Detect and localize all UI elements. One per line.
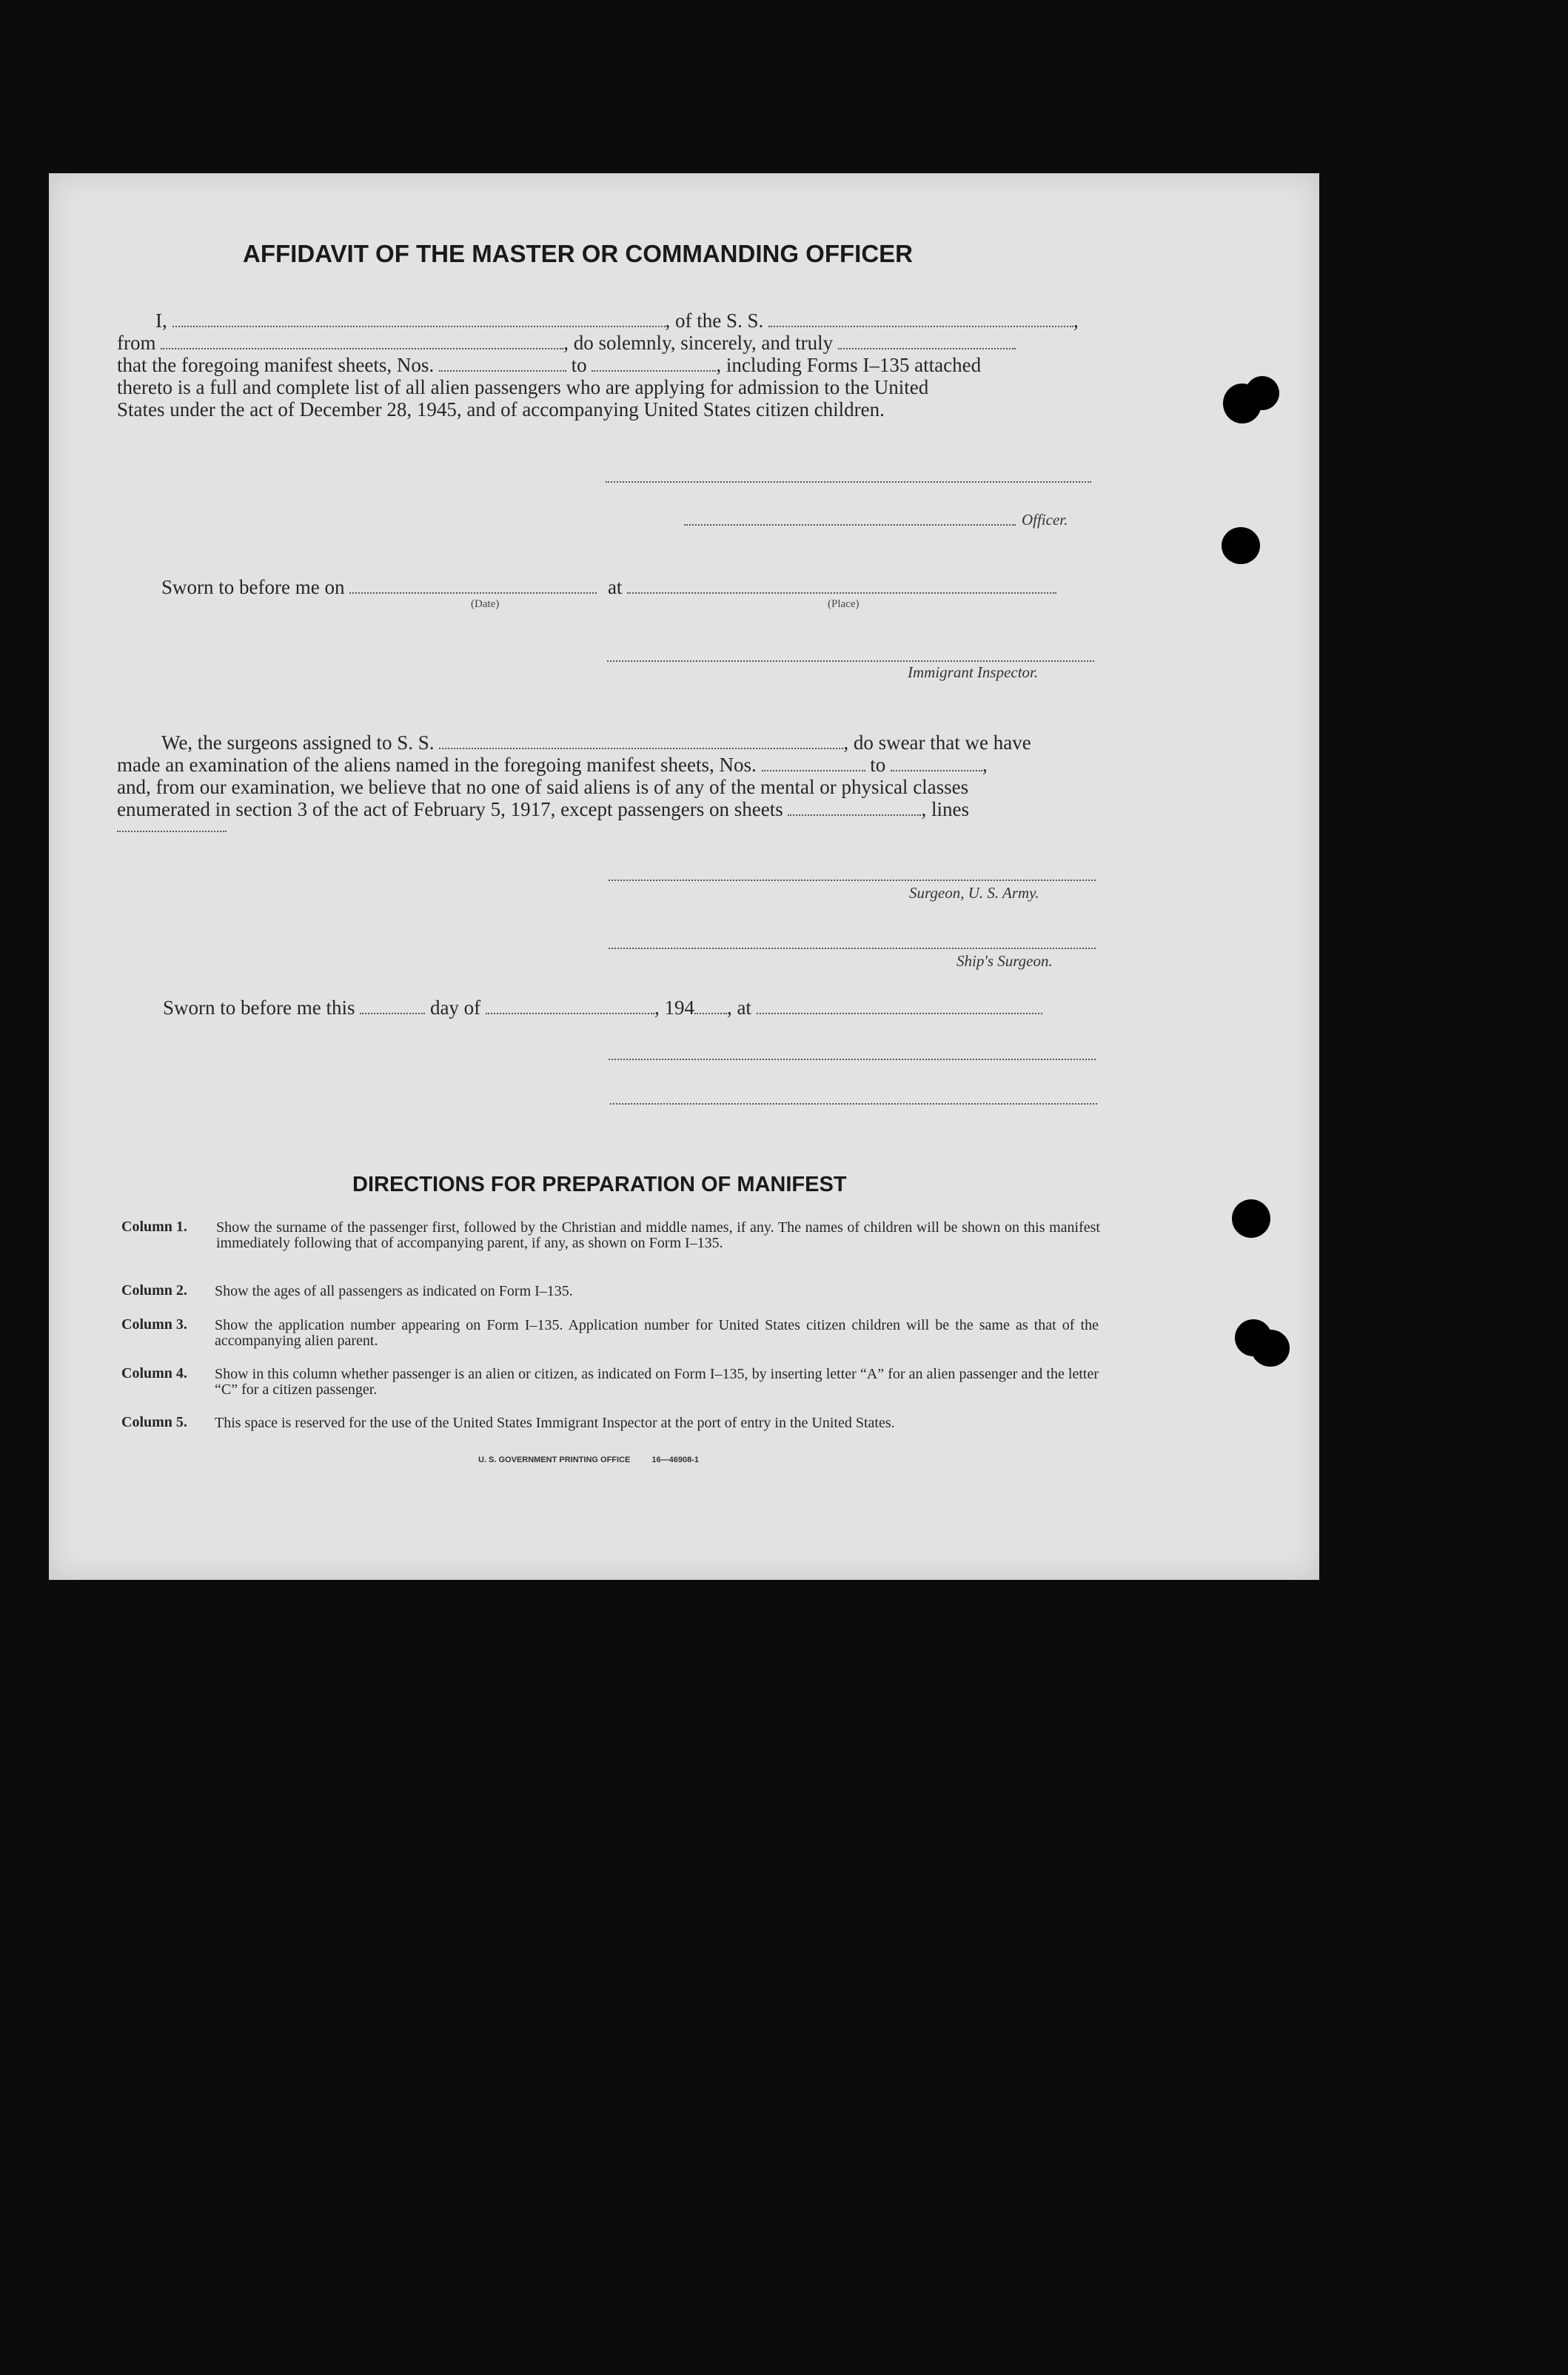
surgeon-sheet-from-field[interactable] [762,755,865,771]
sworn-day-field[interactable] [360,998,425,1014]
surgeons-sworn-text: Sworn to before me this [163,996,355,1019]
affidavit-swear: , do solemnly, sincerely, and truly [563,332,834,354]
column-5-text: This space is reserved for the use of the United States Immigrant Inspector at the port of entry in the United States. [215,1415,895,1431]
affidavit-title: AFFIDAVIT OF THE MASTER OR COMMANDING OFFICER [243,240,914,267]
surgeon-sheet-to-field[interactable] [891,755,982,771]
column-3-label: Column 3. [121,1316,187,1333]
surgeons-line-4-text: enumerated in section 3 of the act of February 5, 1917, except passengers on sheets [117,798,783,820]
departure-port-field[interactable] [161,333,563,349]
column-1-text: Show the surname of the passenger first, followed by the Christian and middle names, if any. The names of children will be shown on this manifest immediately following that of accompanying parent, if any, as shown on Form I–135. [216,1219,1100,1251]
officer-caption: Officer. [1022,511,1068,529]
surgeons-line-1 [161,731,1031,754]
affidavit-line-4: thereto is a full and complete list of all alien passengers who are applying for admission to the United [117,376,929,398]
master-signature-line[interactable] [606,481,1091,483]
surgeons-to: to [870,754,886,776]
officer-signature-line[interactable] [684,524,1016,526]
affidavit-line-1-end: , [1073,309,1079,332]
sheet-to-field[interactable] [592,355,716,372]
affidavit-line-2 [117,332,1016,354]
printer-name: U. S. GOVERNMENT PRINTING OFFICE [478,1456,631,1464]
affidavit-i: I, [155,309,167,332]
surgeons-line-2 [117,754,988,776]
surgeons-line-3: and, from our examination, we believe that no one of said aliens is of any of the mental or physical classes [117,776,969,798]
official-signature-line[interactable] [609,1059,1096,1060]
affidavit-line-3 [117,354,981,376]
punch-hole [1251,1330,1290,1367]
column-5-label: Column 5. [121,1414,187,1430]
except-sheets-field[interactable] [788,800,921,816]
army-surgeon-caption: Surgeon, U. S. Army. [909,884,1039,902]
directions-title: DIRECTIONS FOR PREPARATION OF MANIFEST [352,1173,847,1196]
ship-surgeon-signature-line[interactable] [609,948,1096,949]
inspector-signature-line[interactable] [607,660,1094,662]
affidavit-sworn-line [161,576,1056,598]
punch-hole [1222,527,1260,564]
truly-field[interactable] [838,333,1016,349]
sworn-surgeon-place-field[interactable] [757,998,1042,1014]
army-surgeon-signature-line[interactable] [609,880,1096,881]
sworn-year-field[interactable] [694,998,727,1014]
surgeons-year: , 194 [654,996,694,1019]
surgeon-ship-field[interactable] [439,733,843,749]
column-2-text: Show the ages of all passengers as indicated on Form I–135. [215,1283,573,1299]
printer-imprint [478,1456,699,1464]
column-3-text: Show the application number appearing on Form I–135. Application number for United States citizen children will be the same as that of the accompanying alien parent. [215,1317,1099,1349]
affidavit-line-1 [155,309,1079,332]
affidavit-that: that the foregoing manifest sheets, Nos. [117,354,435,376]
surgeons-at: , at [726,996,751,1019]
official-title-line[interactable] [610,1103,1097,1105]
surgeons-sworn-line [163,996,1042,1019]
surgeons-line-2-text: made an examination of the aliens named in the foregoing manifest sheets, Nos. [117,754,757,776]
place-caption: (Place) [828,598,860,610]
inspector-caption: Immigrant Inspector. [908,663,1039,681]
sworn-place-field[interactable] [627,577,1056,594]
surgeons-lines: , lines [921,798,969,820]
sheet-from-field[interactable] [439,355,566,372]
surgeons-swear: , do swear that we have [843,731,1031,754]
affidavit-including: , including Forms I–135 attached [716,354,982,376]
surgeons-line-2-end: , [982,754,988,776]
ship-surgeon-caption: Ship's Surgeon. [956,952,1053,970]
sworn-month-field[interactable] [486,998,654,1014]
ship-name-field[interactable] [768,311,1073,327]
affidavit-sworn-text: Sworn to before me on [161,576,345,598]
except-lines-field[interactable] [117,831,227,832]
column-4-label: Column 4. [121,1365,187,1381]
affidavit-from: from [117,332,156,354]
surgeons-line-4 [117,798,969,820]
master-name-field[interactable] [172,311,666,327]
affidavit-line-5: States under the act of December 28, 1945, and of accompanying United States citizen children. [117,398,885,421]
form-number: 16—46908‑1 [651,1456,700,1464]
punch-hole [1232,1199,1270,1238]
column-2-label: Column 2. [121,1282,187,1299]
affidavit-of-ss: , of the S. S. [665,309,764,332]
column-4-text: Show in this column whether passenger is an alien or citizen, as indicated on Form I–135, by inserting letter “A” for an alien passenger and the letter “C” for a citizen passenger. [215,1366,1099,1398]
date-caption: (Date) [471,598,500,610]
affidavit-to: to [571,354,587,376]
affidavit-sworn-at: at [607,576,623,598]
punch-hole [1245,376,1279,410]
surgeons-day-of: day of [429,996,481,1019]
surgeons-we: We, the surgeons assigned to S. S. [161,731,435,754]
column-1-label: Column 1. [121,1219,187,1235]
sworn-date-field[interactable] [349,577,597,594]
